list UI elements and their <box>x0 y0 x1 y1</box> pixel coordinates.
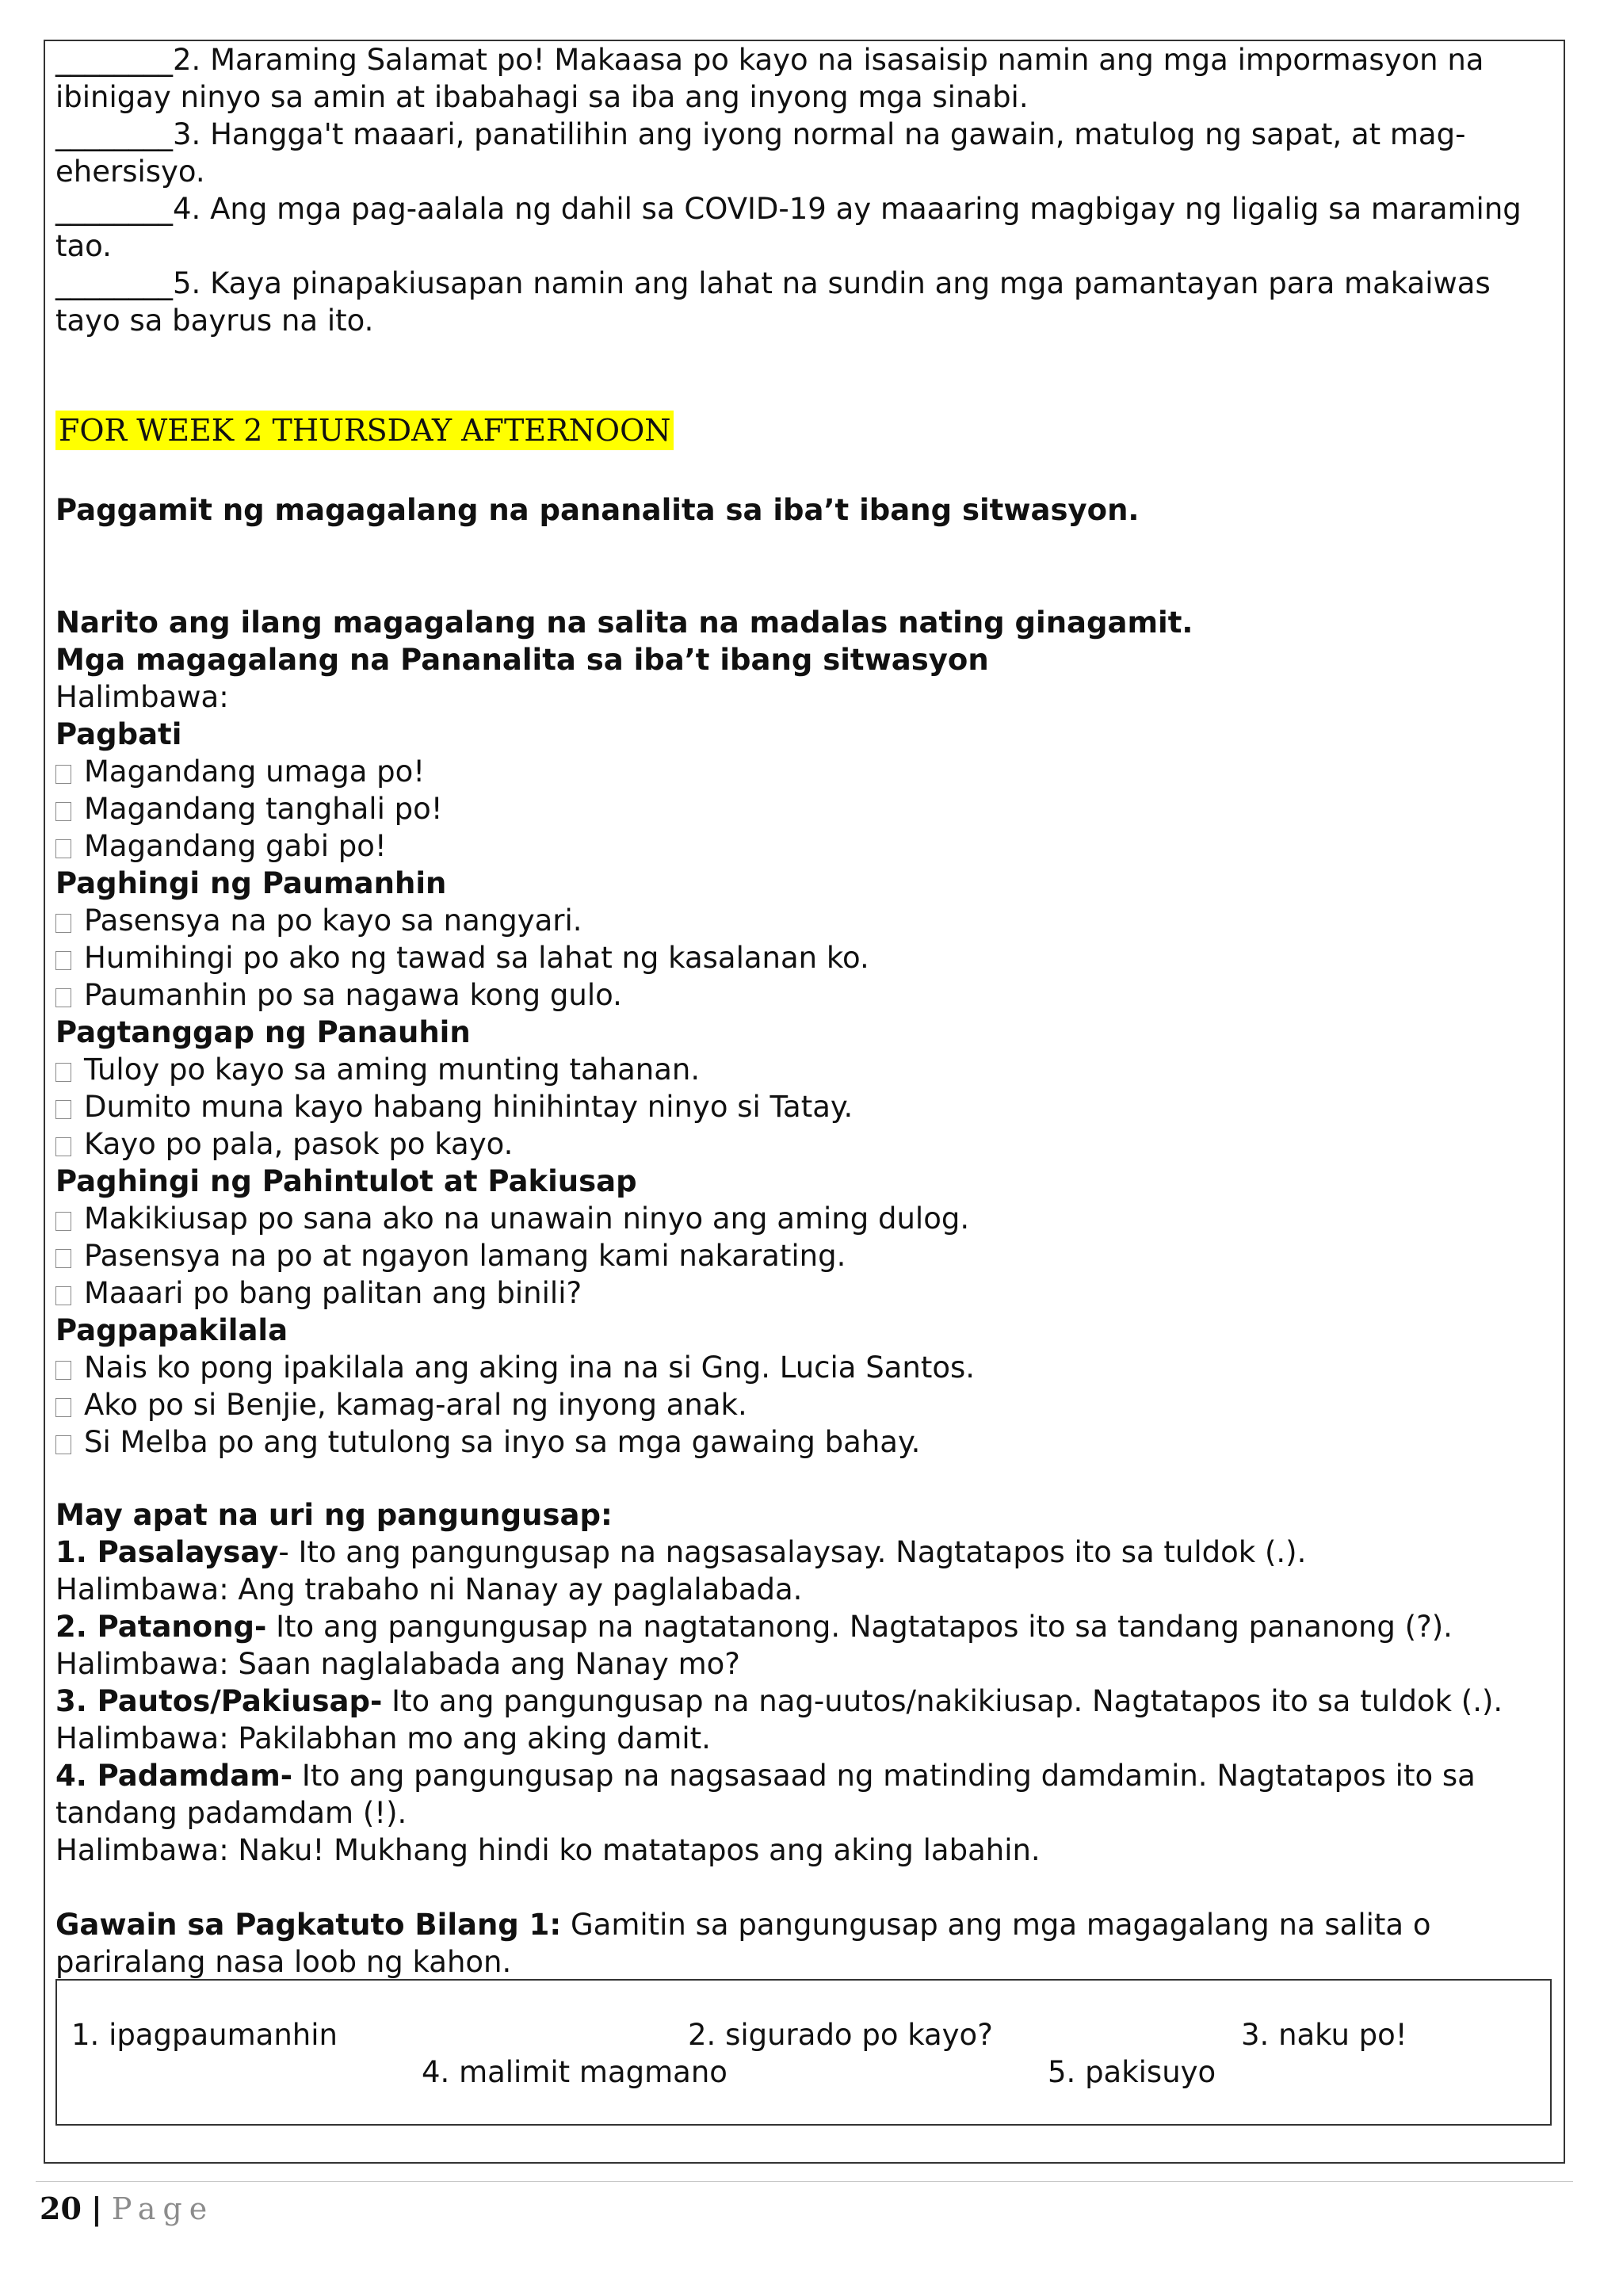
word-item: 2. sigurado po kayo? <box>688 2018 993 2052</box>
list-item: Pasensya na po kayo sa nangyari. <box>55 902 1545 939</box>
bullet-icon <box>55 1063 71 1082</box>
type-definition-cont: tandang padamdam (!). <box>55 1796 407 1830</box>
category-title: Pagtanggap ng Panauhin <box>55 1015 471 1049</box>
bullet-icon <box>55 765 71 784</box>
bullet-icon <box>55 914 71 933</box>
page-word: Page <box>111 2191 215 2226</box>
word-item: 1. ipagpaumanhin <box>71 2018 338 2052</box>
type-definition: 1. Pasalaysay- Ito ang pangungusap na nagsasalaysay. Nagtatapos ito sa tuldok (.). <box>55 1535 1307 1569</box>
word-item: 3. naku po! <box>1241 2018 1407 2052</box>
answer-blank[interactable]: ________4. <box>55 192 201 226</box>
bullet-icon <box>55 802 71 821</box>
page-number: 20 <box>40 2191 82 2226</box>
bullet-icon <box>55 1398 71 1417</box>
word-item: 5. pakisuyo <box>1048 2055 1216 2089</box>
exercise-item-5 <box>55 265 1553 339</box>
lesson-title: Paggamit ng magagalang na pananalita sa iba’t ibang sitwasyon. <box>55 493 1140 527</box>
item-text: Hangga't maaari, panatilihin ang iyong normal na gawain, matulog ng sapat, at mag- <box>200 117 1466 151</box>
types-heading: May apat na uri ng pangungusap: <box>55 1498 613 1532</box>
answer-blank[interactable]: ________2. <box>55 43 201 77</box>
type-example: Halimbawa: Naku! Mukhang hindi ko matatapos ang aking labahin. <box>55 1833 1041 1867</box>
word-box <box>55 1979 1552 2126</box>
sentence-types-section <box>55 1496 1545 1869</box>
type-definition: 3. Pautos/Pakiusap- Ito ang pangungusap na nag-uutos/nakikiusap. Nagtatapos ito sa tuldok (.). <box>55 1684 1503 1718</box>
exercise-item-3 <box>55 116 1553 190</box>
type-definition: 4. Padamdam- Ito ang pangungusap na nagsasaad ng matinding damdamin. Nagtatapos ito sa <box>55 1759 1476 1793</box>
bullet-icon <box>55 1212 71 1231</box>
bullet-icon <box>55 1249 71 1268</box>
item-text-cont: ibinigay ninyo sa amin at ibabahagi sa iba ang inyong mga sinabi. <box>55 80 1029 114</box>
item-text-cont: tayo sa bayrus na ito. <box>55 304 374 338</box>
category-title: Paghingi ng Paumanhin <box>55 866 447 900</box>
exercise-item-4 <box>55 190 1553 265</box>
list-item: Magandang gabi po! <box>55 827 1545 865</box>
category-title: Paghingi ng Pahintulot at Pakiusap <box>55 1164 637 1198</box>
polite-expressions-section <box>55 604 1545 1461</box>
bullet-icon <box>55 951 71 970</box>
type-definition: 2. Patanong- Ito ang pangungusap na nagtatanong. Nagtatapos ito sa tandang pananong (?). <box>55 1610 1453 1644</box>
list-item: Paumanhin po sa nagawa kong gulo. <box>55 976 1545 1014</box>
list-item: Nais ko pong ipakilala ang aking ina na si Gng. Lucia Santos. <box>55 1349 1545 1386</box>
type-example: Halimbawa: Saan naglalabada ang Nanay mo? <box>55 1647 740 1681</box>
answer-blank[interactable]: ________5. <box>55 266 201 300</box>
week-heading: FOR WEEK 2 THURSDAY AFTERNOON <box>55 411 674 450</box>
word-item: 4. malimit magmano <box>422 2055 727 2089</box>
task-instruction: Gamitin sa pangungusap ang mga magagalang na salita o <box>561 1908 1431 1942</box>
learning-task <box>55 1906 1545 1981</box>
list-item: Kayo po pala, pasok po kayo. <box>55 1125 1545 1163</box>
type-example: Halimbawa: Ang trabaho ni Nanay ay paglalabada. <box>55 1572 803 1606</box>
item-text: Kaya pinapakiusapan namin ang lahat na sundin ang mga pamantayan para makaiwas <box>200 266 1491 300</box>
type-example: Halimbawa: Pakilabhan mo ang aking damit. <box>55 1721 711 1755</box>
bullet-icon <box>55 839 71 858</box>
task-instruction-cont: pariralang nasa loob ng kahon. <box>55 1945 512 1979</box>
bullet-icon <box>55 1361 71 1380</box>
list-item: Dumito muna kayo habang hinihintay ninyo si Tatay. <box>55 1088 1545 1125</box>
list-item: Si Melba po ang tutulong sa inyo sa mga gawaing bahay. <box>55 1423 1545 1461</box>
item-text: Maraming Salamat po! Makaasa po kayo na isasaisip namin ang mga impormasyon na <box>200 43 1484 77</box>
footer-divider <box>36 2181 1573 2182</box>
bullet-icon <box>55 1286 71 1305</box>
category-title: Pagpapakilala <box>55 1313 288 1347</box>
bullet-icon <box>55 1100 71 1119</box>
bullet-icon <box>55 1137 71 1156</box>
halimbawa-label: Halimbawa: <box>55 680 229 714</box>
task-label: Gawain sa Pagkatuto Bilang 1: <box>55 1908 562 1942</box>
intro-line-1: Narito ang ilang magagalang na salita na madalas nating ginagamit. <box>55 606 1193 640</box>
list-item: Tuloy po kayo sa aming munting tahanan. <box>55 1051 1545 1088</box>
list-item: Magandang tanghali po! <box>55 790 1545 827</box>
bullet-icon <box>55 1435 71 1454</box>
exercise-item-2 <box>55 41 1553 116</box>
list-item: Magandang umaga po! <box>55 753 1545 790</box>
footer-separator: | <box>90 2191 102 2226</box>
bullet-icon <box>55 988 71 1007</box>
list-item: Maaari po bang palitan ang binili? <box>55 1274 1545 1312</box>
page-footer <box>40 2189 214 2229</box>
list-item: Ako po si Benjie, kamag-aral ng inyong anak. <box>55 1386 1545 1423</box>
item-text-cont: ehersisyo. <box>55 155 205 189</box>
category-title: Pagbati <box>55 717 182 751</box>
list-item: Pasensya na po at ngayon lamang kami nakarating. <box>55 1237 1545 1274</box>
list-item: Humihingi po ako ng tawad sa lahat ng kasalanan ko. <box>55 939 1545 976</box>
answer-blank[interactable]: ________3. <box>55 117 201 151</box>
intro-line-2: Mga magagalang na Pananalita sa iba’t ibang sitwasyon <box>55 643 989 677</box>
item-text-cont: tao. <box>55 229 112 263</box>
list-item: Makikiusap po sana ako na unawain ninyo ang aming dulog. <box>55 1200 1545 1237</box>
item-text: Ang mga pag-aalala ng dahil sa COVID-19 ay maaaring magbigay ng ligalig sa maraming <box>200 192 1522 226</box>
